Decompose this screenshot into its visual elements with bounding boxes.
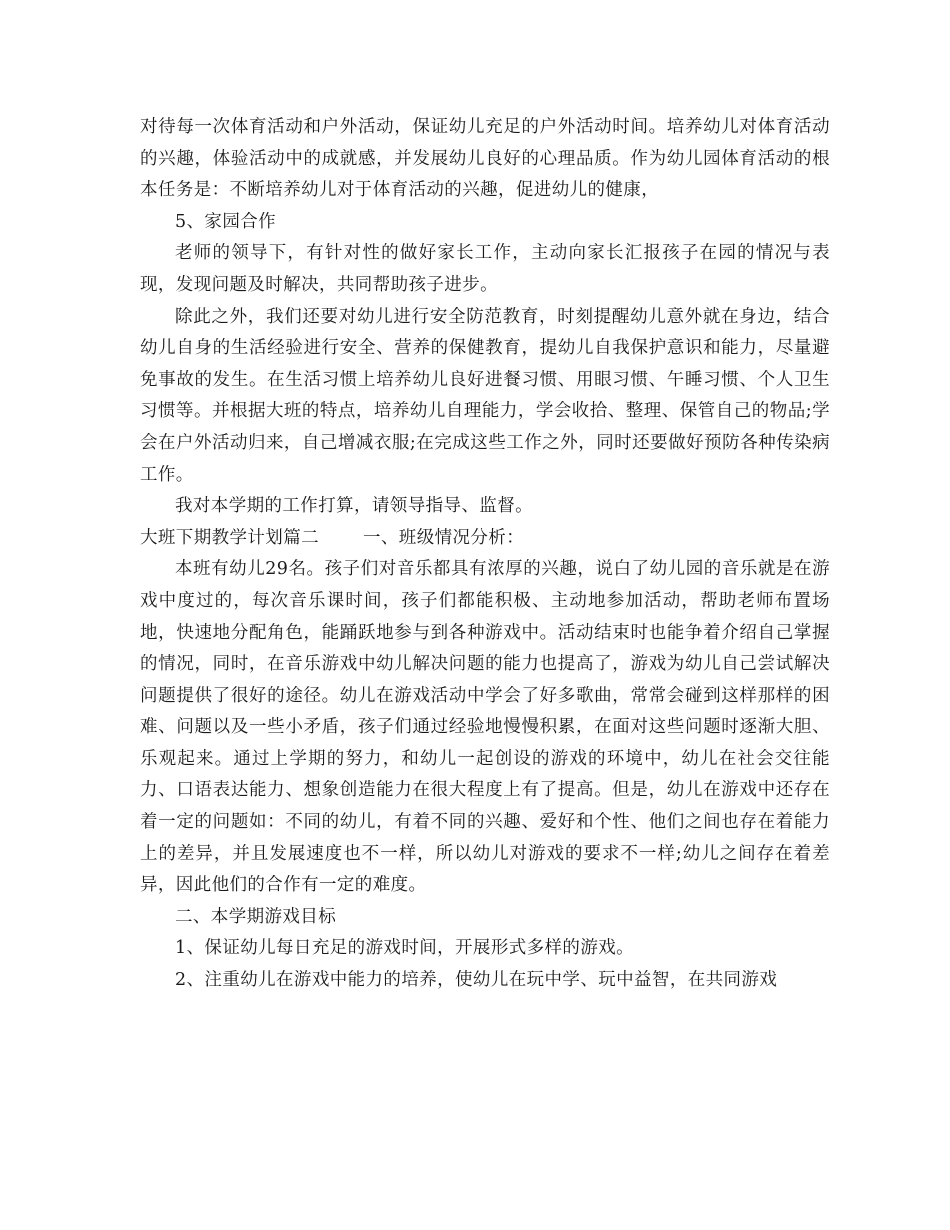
paragraph-closing: 我对本学期的工作打算，请领导指导、监督。 <box>175 496 533 517</box>
list-item-goal-2: 2、注重幼儿在游戏中能力的培养，使幼儿在玩中学、玩中益智，在共同游戏 <box>175 970 778 991</box>
paragraph-pe-activities: 对待每一次体育活动和户外活动，保证幼儿充足的户外活动时间。培养幼儿对体育活动的兴趣，体验活动中的成就感，并发展幼儿良好的心理品质。作为幼儿园体育活动的根本任务是：不断培养幼儿对于体育活动的兴趣，促进幼儿的健康， <box>140 117 830 201</box>
document-body <box>140 112 830 997</box>
section-heading-class-analysis: 一、班级情况分析： <box>363 527 525 548</box>
paragraph-class-analysis: 本班有幼儿29名。孩子们对音乐都具有浓厚的兴趣，说白了幼儿园的音乐就是在游戏中度过的，每次音乐课时间，孩子们都能积极、主动地参加活动，帮助老师布置场地，快速地分配角色，能踊跃地参与到各种游戏中。活动结束时也能争着介绍自己掌握的情况，同时，在音乐游戏中幼儿解决问题的能力也提高了，游戏为幼儿自己尝试解决问题提供了很好的途径。幼儿在游戏活动中学会了好多歌曲，常常会碰到这样那样的困难、问题以及一些小矛盾，孩子们通过经验地慢慢积累，在面对这些问题时逐渐大胆、乐观起来。通过上学期的努力，和幼儿一起创设的游戏的环境中，幼儿在社会交往能力、口语表达能力、想象创造能力在很大程度上有了提高。但是，幼儿在游戏中还存在着一定的问题如：不同的幼儿，有着不同的兴趣、爱好和个性、他们之间也存在着能力上的差异，并且发展速度也不一样，所以幼儿对游戏的要求不一样;幼儿之间存在着差异，因此他们的合作有一定的难度。 <box>140 559 830 896</box>
paragraph-safety-education: 除此之外，我们还要对幼儿进行安全防范教育，时刻提醒幼儿意外就在身边，结合幼儿自身的生活经验进行安全、营养的保健教育，提幼儿自我保护意识和能力，尽量避免事故的发生。在生活习惯上培养幼儿良好进餐习惯、用眼习惯、午睡习惯、个人卫生习惯等。并根据大班的特点，培养幼儿自理能力，学会收拾、整理、保管自己的物品;学会在户外活动归来，自己增减衣服;在完成这些工作之外，同时还要做好预防各种传染病工作。 <box>140 306 830 485</box>
article-title: 大班下期教学计划篇二 <box>140 527 319 548</box>
section-heading-line <box>140 523 830 555</box>
paragraph-parent-work: 老师的领导下，有针对性的做好家长工作，主动向家长汇报孩子在园的情况与表现，发现问题及时解决，共同帮助孩子进步。 <box>140 243 830 295</box>
section-heading-game-goals: 二、本学期游戏目标 <box>175 906 337 927</box>
list-item-goal-1: 1、保证幼儿每日充足的游戏时间，开展形式多样的游戏。 <box>175 938 635 959</box>
paragraph-home-school-heading: 5、家园合作 <box>175 211 277 232</box>
